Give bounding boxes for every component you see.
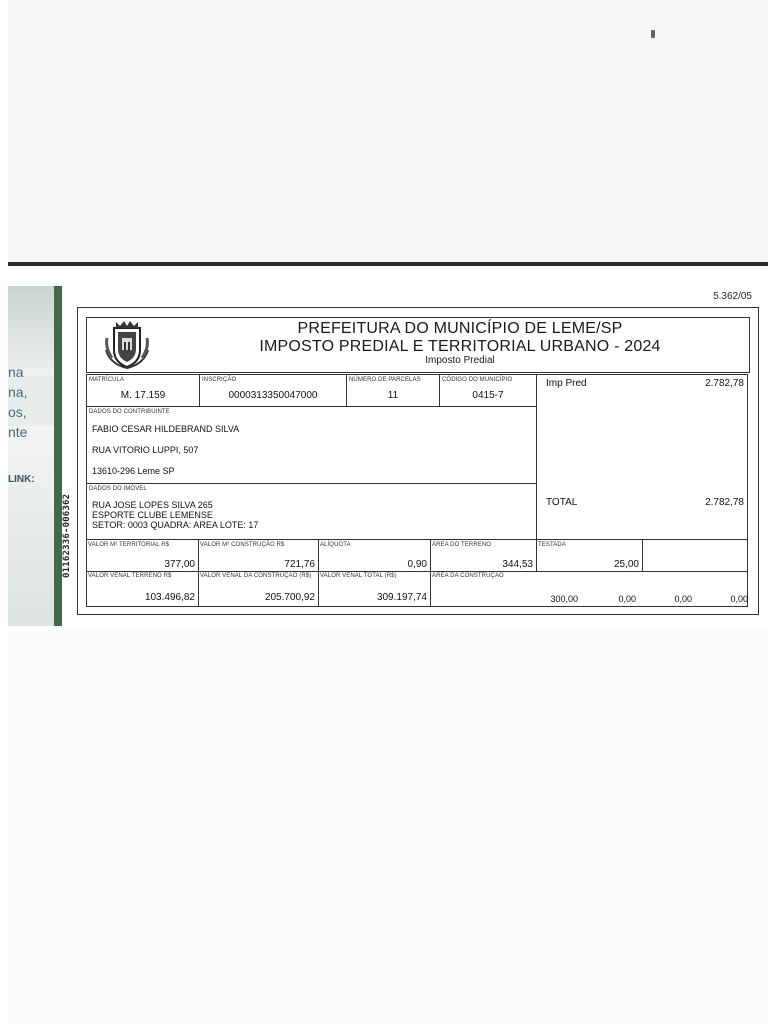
contribuinte-cidade: 13610-296 Leme SP xyxy=(92,466,175,476)
venal-total-label: VALOR VENAL TOTAL (R$) xyxy=(320,573,397,579)
municipal-crest-icon xyxy=(104,320,150,370)
inscricao-label: INSCRIÇÃO xyxy=(202,377,237,383)
territorial-value: 377,00 xyxy=(164,559,195,570)
imp-pred-value: 2.782,78 xyxy=(705,378,744,389)
page-background-bottom xyxy=(8,630,768,1024)
parcelas-value: 11 xyxy=(387,390,399,401)
stub-image-lower xyxy=(8,426,54,626)
extra-value: 0,00 xyxy=(730,594,748,604)
barcode-number: 01162336-006362 xyxy=(62,493,72,579)
area-construcao-value: 300,00 xyxy=(550,594,578,604)
stub-text-line: na, xyxy=(8,384,28,400)
title-subtitle: Imposto Predial xyxy=(425,355,495,366)
imovel-setor: SETOR: 0003 QUADRA: AREA LOTE: 17 xyxy=(92,520,259,530)
contribuinte-endereco: RUA VITORIO LUPPI, 507 xyxy=(92,445,199,455)
testada-label: TESTADA xyxy=(538,542,566,548)
territorial-label: VALOR M² TERRITORIAL R$ xyxy=(88,542,170,548)
stub-text-line: nte xyxy=(8,424,28,440)
aliquota-value: 0,90 xyxy=(407,559,427,570)
total-label: TOTAL xyxy=(546,497,578,508)
venal-total-value: 309.197,74 xyxy=(376,592,427,603)
construcao-value: 721,76 xyxy=(284,559,315,570)
title-municipality: PREFEITURA DO MUNICÍPIO DE LEME/SP xyxy=(297,320,623,337)
matricula-label: MATRÍCULA xyxy=(89,377,125,383)
parcelas-label: NÚMERO DE PARCELAS xyxy=(349,377,421,383)
imovel-referencia: ESPORTE CLUBE LEMENSE xyxy=(92,510,213,520)
stub-text-line: os, xyxy=(8,404,27,420)
stub-text-line: na xyxy=(8,364,24,380)
area-construcao-label: ÁREA DA CONSTRUÇÃO xyxy=(432,573,504,579)
page-background-top xyxy=(8,0,768,262)
inscricao-value: 0000313350047000 xyxy=(228,390,318,401)
venal-terreno-label: VALOR VENAL TERRENO R$ xyxy=(88,573,172,579)
area-terreno-label: ÁREA DO TERRENO xyxy=(432,542,492,548)
contribuinte-nome: FABIO CESAR HILDEBRAND SILVA xyxy=(92,424,240,434)
stub-link-label: LINK: xyxy=(8,474,35,485)
paper-speck xyxy=(651,30,655,38)
construcao-label: VALOR M² CONSTRUÇÃO R$ xyxy=(200,542,285,548)
total-value: 2.782,78 xyxy=(705,497,744,508)
empty-cell xyxy=(642,539,748,572)
area-terreno-value: 344,53 xyxy=(502,559,533,570)
imovel-label: DADOS DO IMÓVEL xyxy=(89,486,147,492)
testada-value: 25,00 xyxy=(613,559,639,570)
extra-value: 0,00 xyxy=(674,594,692,604)
venal-terreno-value: 103.496,82 xyxy=(144,592,195,603)
contribuinte-label: DADOS DO CONTRIBUINTE xyxy=(89,409,170,415)
document-number: 5.362/05 xyxy=(713,291,752,302)
extra-value: 0,00 xyxy=(618,594,636,604)
codigo-value: 0415-7 xyxy=(472,390,504,401)
title-tax: IMPOSTO PREDIAL E TERRITORIAL URBANO - 2024 xyxy=(259,338,661,355)
stub-green-band xyxy=(54,286,62,626)
venal-construcao-value: 205.700,92 xyxy=(264,592,315,603)
aliquota-label: ALÍQUOTA xyxy=(320,542,351,548)
codigo-label: CÓDIGO DO MUNICÍPIO xyxy=(442,377,513,383)
matricula-value: M. 17.159 xyxy=(120,390,166,401)
imovel-endereco: RUA JOSE LOPES SILVA 265 xyxy=(92,500,213,510)
left-stub xyxy=(8,286,62,626)
venal-construcao-label: VALOR VENAL DA CONSTRUÇÃO (R$) xyxy=(200,573,312,579)
values-panel xyxy=(536,374,748,540)
stub-image xyxy=(8,286,54,376)
imp-pred-label: Imp Pred xyxy=(546,378,587,389)
